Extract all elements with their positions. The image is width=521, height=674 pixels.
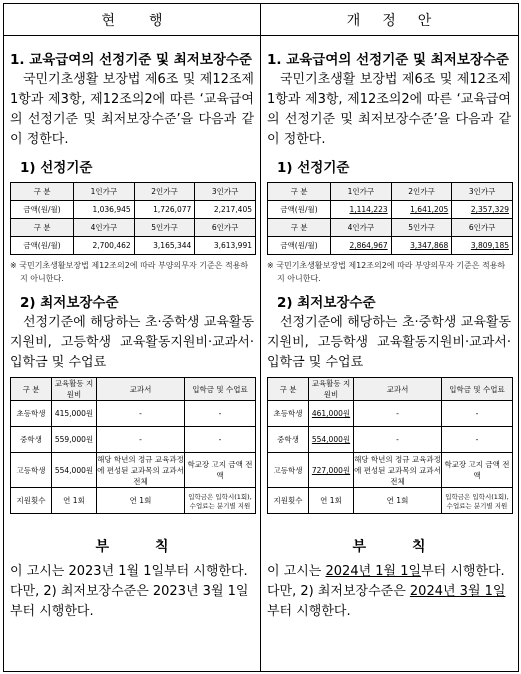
note: ※ 국민기초생활보장법 제12조의2에 따라 부양의무자 기준은 적용하지 아니한다. xyxy=(10,261,249,283)
criteria-table: 구 분 1인가구 2인가구 3인가구 금액(원/월) 1,114,223 1,641,205 2,357,329 구 분 4인가구 5인가구 6인가구 금액(원/월) 2,864,967 3,347,868 3,809,185 xyxy=(267,182,513,255)
revised-header: 개정안 xyxy=(346,12,454,29)
minimum-level-table: 구 분 교육활동 지원비 교과서 입학금 및 수업료 초등학생 415,000원 - - 중학생 559,000원 - - 고등학생 554,000원 해당 학년의 정규 교육과정에 편성된 교과목의 교과서 전체 학교장 고지 금액 전액 지원횟수 연 1회 연 1회 입학금은 입학시(1회), 수업료는 분기별 지원 xyxy=(10,377,256,514)
section-title: 1. 교육급여의 선정기준 및 최저보장수준 xyxy=(10,52,252,68)
current-column xyxy=(4,4,260,671)
minimum-level-table: 구 분 교육활동 지원비 교과서 입학금 및 수업료 초등학생 461,000원 - - 중학생 554,000원 - - 고등학생 727,000원 해당 학년의 정규 교육과정에 편성된 교과목의 교과서 전체 학교장 고지 금액 전액 지원횟수 연 1회 연 1회 입학금은 입학시(1회), 수업료는 분기별 지원 xyxy=(267,377,513,514)
revised-column xyxy=(261,4,517,671)
section-title: 1. 교육급여의 선정기준 및 최저보장수준 xyxy=(267,52,509,68)
comparison-document xyxy=(3,3,519,672)
addenda-heading: 부칙 xyxy=(352,539,472,555)
note: ※ 국민기초생활보장법 제12조의2에 따라 부양의무자 기준은 적용하지 아니한다. xyxy=(267,261,506,283)
section-paragraph: 국민기초생활 보장법 제6조 및 제12조제1항과 제3항, 제12조의2에 따른 ‘교육급여의 선정기준 및 최저보장수준’을 다음과 같이 정한다. xyxy=(267,72,511,147)
addenda-heading: 부칙 xyxy=(95,539,215,555)
criteria-table: 구 분 1인가구 2인가구 3인가구 금액(원/월) 1,036,945 1,726,077 2,217,405 구 분 4인가구 5인가구 6인가구 금액(원/월) 2,700,462 3,165,344 3,613,991 xyxy=(10,182,256,255)
minimum-level-paragraph: 선정기준에 해당하는 초·중학생 교육활동지원비, 고등학생 교육활동지원비·교과서·입학금 및 수업료 xyxy=(10,315,254,370)
effective-date-text: 이 고시는 2024년 1월 1일부터 시행한다. 다만, 2) 최저보장수준은 2024년 3월 1일부터 시행한다. xyxy=(267,564,506,619)
current-header: 현행 xyxy=(101,12,197,29)
subheading-minimum-level: 2) 최저보장수준 xyxy=(277,295,376,311)
minimum-level-paragraph: 선정기준에 해당하는 초·중학생 교육활동지원비, 고등학생 교육활동지원비·교과서·입학금 및 수업료 xyxy=(267,315,511,370)
subheading-selection-criteria: 1) 선정기준 xyxy=(20,160,93,176)
section-paragraph: 국민기초생활 보장법 제6조 및 제12조제1항과 제3항, 제12조의2에 따른 ‘교육급여의 선정기준 및 최저보장수준’을 다음과 같이 정한다. xyxy=(10,72,254,147)
subheading-selection-criteria: 1) 선정기준 xyxy=(277,160,350,176)
subheading-minimum-level: 2) 최저보장수준 xyxy=(20,295,119,311)
effective-date-text: 이 고시는 2023년 1월 1일부터 시행한다. 다만, 2) 최저보장수준은 2023년 3월 1일부터 시행한다. xyxy=(10,564,249,619)
